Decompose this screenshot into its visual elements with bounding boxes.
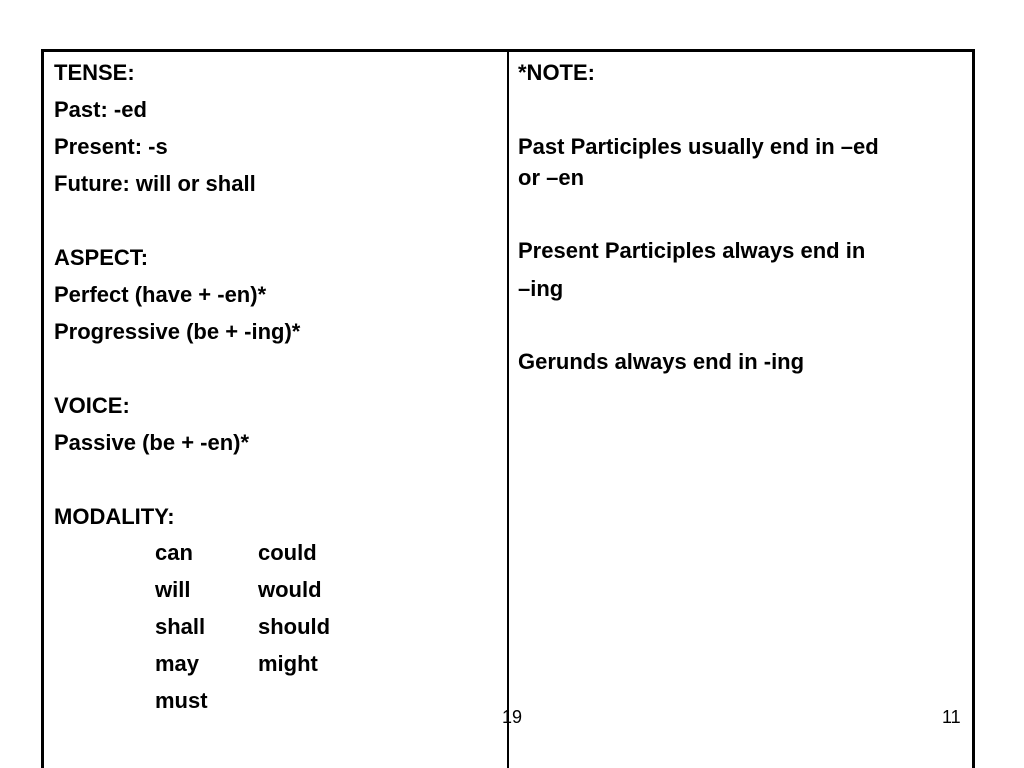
voice-heading: VOICE:: [54, 393, 130, 418]
aspect-progressive: Progressive (be + -ing)*: [54, 319, 301, 344]
note-past-participles-line2: or –en: [518, 165, 585, 190]
voice-passive: Passive (be + -en)*: [54, 430, 250, 455]
modal-present-will: will: [155, 577, 191, 602]
tense-past: Past: -ed: [54, 97, 147, 122]
note-gerunds: Gerunds always end in -ing: [518, 349, 805, 374]
note-heading: *NOTE:: [518, 60, 595, 85]
column-divider: [507, 49, 509, 768]
aspect-perfect: Perfect (have + -en)*: [54, 282, 267, 307]
page-number-right: 11: [942, 707, 961, 727]
page-number-center: 19: [502, 707, 523, 727]
modal-present-may: may: [155, 651, 200, 676]
note-past-participles-line1: Past Participles usually end in –ed: [518, 134, 879, 159]
modal-past-would: would: [258, 577, 322, 602]
modal-past-might: might: [258, 651, 318, 676]
aspect-heading: ASPECT:: [54, 245, 149, 270]
tense-present: Present: -s: [54, 134, 168, 159]
modal-past-could: could: [258, 540, 317, 565]
modality-heading: MODALITY:: [54, 504, 175, 529]
modal-present-must: must: [155, 688, 208, 713]
note-present-participles-line1: Present Participles always end in: [518, 238, 866, 263]
tense-future: Future: will or shall: [54, 171, 256, 196]
modal-past-should: should: [258, 614, 331, 639]
modal-present-can: can: [155, 540, 193, 565]
modal-present-shall: shall: [155, 614, 206, 639]
note-present-participles-line2: –ing: [518, 276, 564, 301]
tense-heading: TENSE:: [54, 60, 135, 85]
